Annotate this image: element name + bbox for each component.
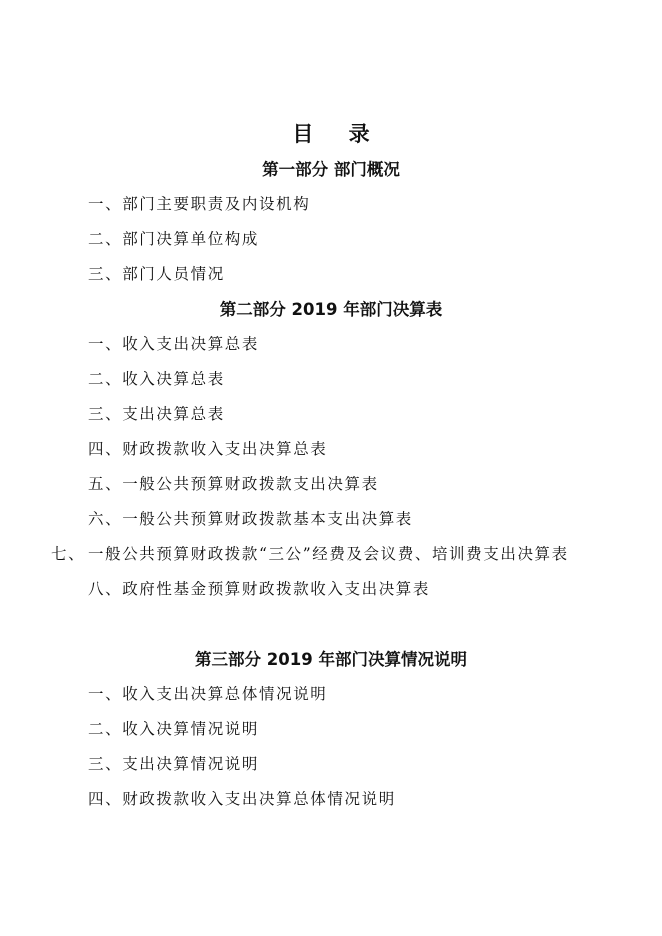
toc-item [88, 677, 588, 712]
section-part-2 [0, 292, 662, 607]
item-text: 财政拨款收入支出决算总表 [122, 440, 328, 458]
item-text: 一般公共预算财政拨款基本支出决算表 [122, 510, 413, 528]
toc-list [0, 187, 662, 292]
section-heading: 第二部分 2019 年部门决算表 [219, 300, 443, 319]
item-number: 三、 [88, 405, 123, 423]
item-number: 三、 [88, 755, 123, 773]
item-number: 五、 [88, 475, 123, 493]
toc-item [88, 397, 588, 432]
item-text: 收入决算情况说明 [122, 720, 260, 738]
item-text: 收入支出决算总体情况说明 [122, 685, 328, 703]
toc-item: 七、 一般公共预算财政拨款“三公”经费及会议费、培训费支出决算表 [51, 545, 569, 563]
item-number: 一、 [88, 195, 123, 213]
item-text: 支出决算总表 [122, 405, 225, 423]
item-number: 三、 [88, 265, 123, 283]
item-text: 支出决算情况说明 [122, 755, 260, 773]
toc-item [88, 782, 588, 817]
item-number: 二、 [88, 720, 123, 738]
item-number: 四、 [88, 440, 123, 458]
item-number: 八、 [88, 580, 123, 598]
item-text: 部门决算单位构成 [122, 230, 260, 248]
item-text: 政府性基金预算财政拨款收入支出决算表 [122, 580, 431, 598]
item-text: 收入决算总表 [122, 370, 225, 388]
toc-list [0, 327, 662, 607]
item-text: 部门主要职责及内设机构 [122, 195, 311, 213]
toc-item [88, 712, 588, 747]
item-text: 一般公共预算财政拨款支出决算表 [122, 475, 379, 493]
page-title: 目 录 [292, 122, 384, 146]
section-heading: 第三部分 2019 年部门决算情况说明 [195, 650, 467, 669]
item-number: 一、 [88, 685, 123, 703]
toc-item [88, 747, 588, 782]
toc-item [88, 432, 588, 467]
item-text: 财政拨款收入支出决算总体情况说明 [122, 790, 396, 808]
toc-item [88, 222, 588, 257]
toc-item [88, 187, 588, 222]
toc-item [88, 327, 588, 362]
item-number: 六、 [88, 510, 123, 528]
item-text: 一般公共预算财政拨款“三公”经费及会议费、培训费支出决算表 [88, 545, 569, 563]
item-number: 一、 [88, 335, 123, 353]
section-part-3 [0, 642, 662, 817]
item-text: 部门人员情况 [122, 265, 225, 283]
item-number: 二、 [88, 370, 123, 388]
toc-list [0, 677, 662, 817]
section-heading: 第一部分 部门概况 [262, 160, 400, 179]
item-number: 二、 [88, 230, 123, 248]
toc-item [88, 572, 588, 607]
section-part-1 [0, 152, 662, 292]
toc-item [88, 467, 588, 502]
item-number: 四、 [88, 790, 123, 808]
toc-item [88, 362, 588, 397]
toc-item [88, 257, 588, 292]
toc-item [88, 502, 588, 537]
item-text: 收入支出决算总表 [122, 335, 260, 353]
